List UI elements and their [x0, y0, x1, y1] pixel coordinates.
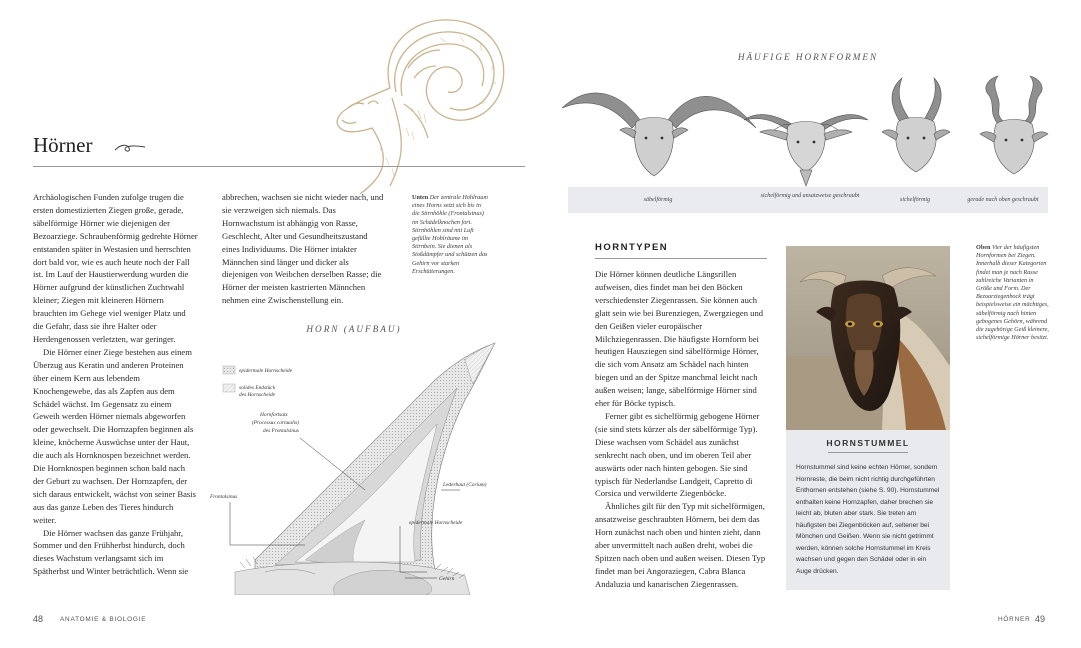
form-label-sichel-geschraubt: sichelförmig und ansatzweise geschraubt [760, 193, 860, 199]
running-head-right: HÖRNER [998, 616, 1031, 623]
caption-text: Der zentrale Hohlraum eines Horns setzt sich bis in die Stirnhöhle (Frontalsinus) im Schädelknochen fort. Stirnhöhlen sind mit Luft gefüllte Hohlräume im Stirnbein. Sie dienen als Stoßdämpfer und schützen das Gehirn vor starken Erschütterungen. [412, 194, 488, 275]
paragraph: Die Hörner einer Ziege bestehen aus einem Überzug aus Keratin und anderen Proteinen über einem Kern aus lebendem Knochengewebe, das als Zapfen aus dem Schädel wächst. Im Gegensatz zu einem Geweih werden Hörner niemals abgeworfen oder gewechselt. Die Hornzapfen beginnen als kleine, knöcherne Auswüchse unter der Haut, die auch als Hornknospen bezeichnet werden. Die Hornknospen beginnen schon bald nach der Geburt zu wachsen. Der Hornzapfen, der sich daraus entwickelt, wächst von seiner Basis aus das ganze Leben des Tieres hindurch weiter. [33, 346, 197, 525]
horn-anatomy-diagram [205, 340, 505, 595]
forms-label-band [568, 187, 1048, 213]
paragraph: Archäologischen Funden zufolge trugen die ersten domestizierten Ziegen große, gerade, säbelförmige Hörner wie diejenigen der Bezoarziege. Schraubenförmig gedrehte Hörner entstanden später in Westasien und herrschten dort bald vor, wie es auch heute noch der Fall ist. Im Lauf der Haustierwerdung wurden die Hörner aufgrund der künstlichen Zuchtwahl kleiner; Ziegen mit kleineren Hörnern brauchten im Gehege viel weniger Platz und die Gefahr, dass sie ihre Halter oder Herdengenossen verletzten, war geringer. [33, 192, 198, 344]
left-column-1 [33, 191, 198, 578]
running-head-left: ANATOMIE & BIOLOGIE [60, 616, 147, 623]
form-label-sichel: sichelförmig [900, 197, 930, 203]
paragraph: abbrechen, wachsen sie nicht wieder nach, und sie verzweigen sich niemals. Das Hornwachstum ist abhängig von Rasse, Geschlecht, Alter und Gesundheitszustand eines Individuums. Die Hörner intakter Männchen sind länger und dicker als diejenigen von Weibchen derselben Rasse; die Hörner der meisten kastrierten Männchen nehmen eine Zwischenstellung ein. [222, 192, 384, 306]
legend-label-2b: des Hornscheide [239, 392, 276, 398]
legend-swatch-hatch [223, 384, 235, 392]
goat-photo [786, 246, 950, 430]
horn-forms-illustration [560, 72, 1050, 190]
section-heading: HORNTYPEN [595, 242, 669, 253]
caption-label: Oben [976, 244, 991, 251]
diagram-title: HORN (AUFBAU) [306, 324, 402, 334]
label-epidermale: epidermale Hornscheide [409, 520, 463, 526]
caption-text: Vier der häufigsten Hornformen bei Ziegen. Innerhalb dieser Kategorien findet man je nach Rasse zahlreiche Varianten in Größe und Form. Der Bezoarziegenbock trägt beispielsweise ein mächtiges, säbelförmig nach hinten gebogenes Gehörn, während die zugehörige Geiß kleinere, sichelförmige Hörner besitzt. [976, 244, 1049, 342]
sidebar-text: Hornstummel sind keine echten Hörner, sondern Hornreste, die beim nicht richtig durchgeführten Enthornen entstehen (siehe S. 90). Hornstummel enthalten keine Hornzapfen, daher brechen sie leicht ab, bluten aber stark. Sie treten am häufigsten bei Ziegenböcken auf, seltener bei Mönchen und Geißen. Wenn sie nicht getrimmt werden, können solche Hornstummel im Kreis wachsen und gegen den Schädel oder in ein Auge drücken. [796, 464, 940, 575]
label-gehirn: Gehirn [439, 576, 455, 582]
forms-title: HÄUFIGE HORNFORMEN [737, 52, 879, 62]
label-lederhaut: Lederhaut (Corium) [443, 482, 487, 488]
title-rule [33, 166, 525, 167]
form-label-spiral: gerade nach oben geschraubt [967, 197, 1039, 203]
paragraph: Ähnliches gilt für den Typ mit sichelförmigen, ansatzweise geschraubten Hörnern, bei dem das Horn zunächst nach oben und hinten zieht, dann aber unvermittelt nach außen dreht, wobei die Spitzen nach oben und außen weisen. Diesen Typ findet man bei Angoraziegen, Cabra Blanca Andaluzia und kanarischen Ziegenrassen. [595, 501, 766, 589]
caption-oben [976, 244, 1050, 342]
caption-unten [412, 194, 488, 276]
paragraph: Ferner gibt es sichelförmig gebogene Hörner (sie sind stets kürzer als der säbelförmige Typ). Diese wachsen vom Schädel aus zunächst senkrecht nach oben, und im oberen Teil aber auswärts oder nach hinten gebogen. Sie sind typisch für Nederlandse Landgeit, Capretto di Corsica und verwilderte Ziegenböcke. [595, 410, 760, 499]
sidebar-rule [828, 452, 908, 453]
form-label-saebel: säbelförmig [643, 197, 673, 203]
title-flourish-icon [113, 142, 147, 154]
legend-swatch-dots [223, 366, 235, 374]
page-title: Hörner [33, 133, 93, 157]
paragraph: Die Hörner können deutliche Längsrillen aufweisen, dies findet man bei den Böcken verschiedenster Ziegenrassen. Sie können auch glatt sein wie bei Burenziegen, Zwergziegen und den Geißen vieler europäischer Milchziegenrassen. Die häufigste Hornform bei heutigen Hausziegen sind säbelförmige Hörner, die sich vom Ansatz am Schädel nach hinten biegen und an der Spitze manchmal leicht nach außen weisen; lange, säbelförmige Hörner sind eher für Böcke typisch. [595, 269, 764, 409]
page-number-left: 48 [33, 614, 44, 624]
legend-label-1: epidermale Hornscheide [239, 368, 293, 374]
label-hornfortsatz-2: (Processus cornualis) [252, 420, 299, 426]
caption-label: Unten [412, 194, 429, 201]
ram-head-sketch [320, 8, 520, 198]
sidebar-title: HORNSTUMMEL [826, 438, 910, 448]
label-frontalsinus: Frontalsinus [210, 494, 238, 500]
page-number-right: 49 [1035, 614, 1046, 624]
paragraph: Die Hörner wachsen das ganze Frühjahr, Sommer und den Frühherbst hindurch, doch dieses Wachstum verlangsamt sich im Spätherbst und Winter beträchtlich. Wenn sie [33, 527, 189, 577]
label-hornfortsatz-1: Hornfortsatz [260, 412, 288, 418]
label-hornfortsatz-3: des Frontalsinus [263, 428, 299, 434]
section-rule [595, 258, 767, 259]
legend-label-2a: solides Endstück [239, 385, 276, 391]
hornstummel-sidebar [786, 430, 950, 590]
right-column-1 [595, 268, 767, 591]
left-column-2 [222, 191, 384, 307]
